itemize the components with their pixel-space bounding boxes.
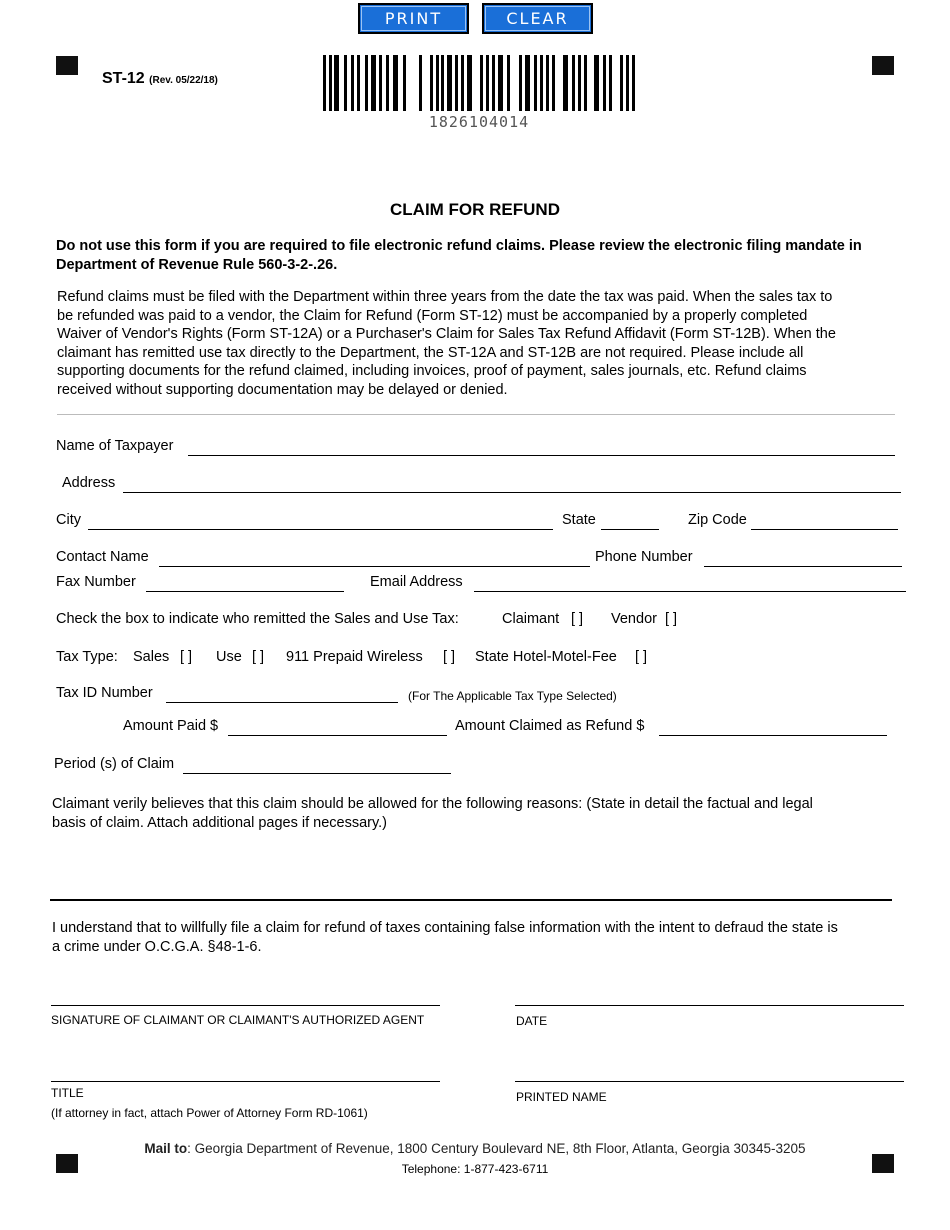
title-label: TITLE xyxy=(51,1086,84,1100)
contact-name-field[interactable] xyxy=(159,549,590,567)
intro-line: Refund claims must be filed with the Department within three years from the date the tax was paid. When the sales tax to xyxy=(57,289,833,305)
tax-id-field[interactable] xyxy=(166,685,398,703)
clear-button[interactable]: CLEAR xyxy=(482,3,593,34)
hotel-motel-label: State Hotel-Motel-Fee xyxy=(475,649,617,665)
intro-line: be refunded was paid to a vendor, the Claim for Refund (Form ST-12) must be accompanied by a properly completed xyxy=(57,307,808,324)
reasons-input-area[interactable] xyxy=(52,836,890,899)
signature-line[interactable] xyxy=(51,1005,440,1006)
email-label: Email Address xyxy=(370,574,463,590)
phone-label: Phone Number xyxy=(595,549,693,565)
registration-mark-top-right xyxy=(872,56,894,75)
tax-id-note: (For The Applicable Tax Type Selected) xyxy=(408,689,617,703)
city-label: City xyxy=(56,512,81,528)
printed-name-label: PRINTED NAME xyxy=(516,1090,607,1104)
use-label: Use xyxy=(216,649,242,665)
tax-type-label: Tax Type: xyxy=(56,649,118,665)
footer-telephone: Telephone: 1-877-423-6711 xyxy=(401,1162,549,1176)
city-field[interactable] xyxy=(88,512,553,530)
amount-paid-label: Amount Paid $ xyxy=(123,718,219,734)
reasons-line: Claimant verily believes that this claim should be allowed for the following reasons: (State in detail the factual and legal xyxy=(52,796,813,812)
print-button[interactable]: PRINT xyxy=(358,3,469,34)
amount-paid-field[interactable] xyxy=(228,718,447,736)
claimant-checkbox[interactable]: [ ] xyxy=(571,611,584,627)
intro-line: received without supporting documentation may be delayed or denied. xyxy=(57,381,508,398)
taxpayer-name-field[interactable] xyxy=(188,438,895,456)
fax-label: Fax Number xyxy=(56,574,136,590)
title-line[interactable] xyxy=(51,1081,440,1082)
address-label: Address xyxy=(62,475,116,491)
period-label: Period (s) of Claim xyxy=(54,756,175,772)
remitter-prompt: Check the box to indicate who remitted the Sales and Use Tax: xyxy=(56,611,459,627)
contact-name-label: Contact Name xyxy=(56,549,149,565)
declaration-line: I understand that to willfully file a claim for refund of taxes containing false information with the intent to defraud the state is xyxy=(52,920,838,936)
sales-checkbox[interactable]: [ ] xyxy=(180,649,193,665)
attorney-note: (If attorney in fact, attach Power of Attorney Form RD-1061) xyxy=(51,1106,368,1120)
amount-claimed-field[interactable] xyxy=(659,718,887,736)
barcode xyxy=(323,55,635,111)
reasons-line: basis of claim. Attach additional pages if necessary.) xyxy=(52,814,388,831)
registration-mark-top-left xyxy=(56,56,78,75)
date-label: DATE xyxy=(516,1014,548,1028)
declaration-text xyxy=(52,919,912,957)
sales-label: Sales xyxy=(133,649,170,665)
state-label: State xyxy=(562,512,596,528)
signature-label: SIGNATURE OF CLAIMANT OR CLAIMANT'S AUTHORIZED AGENT xyxy=(51,1013,425,1027)
phone-field[interactable] xyxy=(704,549,902,567)
intro-line: supporting documents for the refund claimed, including invoices, proof of payment, sales journals, etc. Refund claims xyxy=(57,363,807,380)
form-id: ST-12 xyxy=(102,70,145,87)
claimant-label: Claimant xyxy=(502,611,560,627)
warning-text: Do not use this form if you are required to file electronic refund claims. Please review the electronic filing mandate in Department of Revenue Rule 560-3-2-.26. xyxy=(56,238,862,273)
barcode-number: 1826104014 xyxy=(428,113,530,131)
intro-line: Waiver of Vendor's Rights (Form ST-12A) or a Purchaser's Claim for Sales Tax Refund Affidavit (Form ST-12B). When the xyxy=(57,326,836,343)
hotel-motel-checkbox[interactable]: [ ] xyxy=(635,649,648,665)
declaration-line: a crime under O.C.G.A. §48-1-6. xyxy=(52,939,262,955)
reasons-divider xyxy=(50,899,892,901)
date-line[interactable] xyxy=(515,1005,904,1006)
mail-to-line xyxy=(0,1141,950,1156)
vendor-label: Vendor xyxy=(611,611,657,627)
mail-to-label: Mail to xyxy=(144,1141,188,1156)
intro-line: claimant has remitted use tax directly to the Department, the ST-12A and ST-12B are not required. Please include all xyxy=(57,344,804,361)
wireless-checkbox[interactable]: [ ] xyxy=(443,649,456,665)
use-checkbox[interactable]: [ ] xyxy=(252,649,265,665)
tax-id-label: Tax ID Number xyxy=(56,685,153,701)
email-field[interactable] xyxy=(474,574,906,592)
taxpayer-name-label: Name of Taxpayer xyxy=(56,438,174,454)
form-id-block xyxy=(102,70,218,88)
zip-label: Zip Code xyxy=(688,512,747,528)
vendor-checkbox[interactable]: [ ] xyxy=(665,611,678,627)
amount-claimed-label: Amount Claimed as Refund $ xyxy=(455,718,645,734)
period-field[interactable] xyxy=(183,756,451,774)
zip-field[interactable] xyxy=(751,512,898,530)
page-title: CLAIM FOR REFUND xyxy=(390,200,560,219)
address-field[interactable] xyxy=(123,475,901,493)
wireless-label: 911 Prepaid Wireless xyxy=(286,649,423,665)
reasons-instructions xyxy=(52,795,912,832)
intro-paragraph xyxy=(57,288,917,400)
printed-name-line[interactable] xyxy=(515,1081,904,1082)
state-field[interactable] xyxy=(601,512,659,530)
fax-field[interactable] xyxy=(146,574,344,592)
form-revision: (Rev. 05/22/18) xyxy=(149,75,218,86)
section-divider xyxy=(57,414,895,415)
mail-to-address: : Georgia Department of Revenue, 1800 Century Boulevard NE, 8th Floor, Atlanta, Georgia 30345-3205 xyxy=(187,1141,806,1156)
